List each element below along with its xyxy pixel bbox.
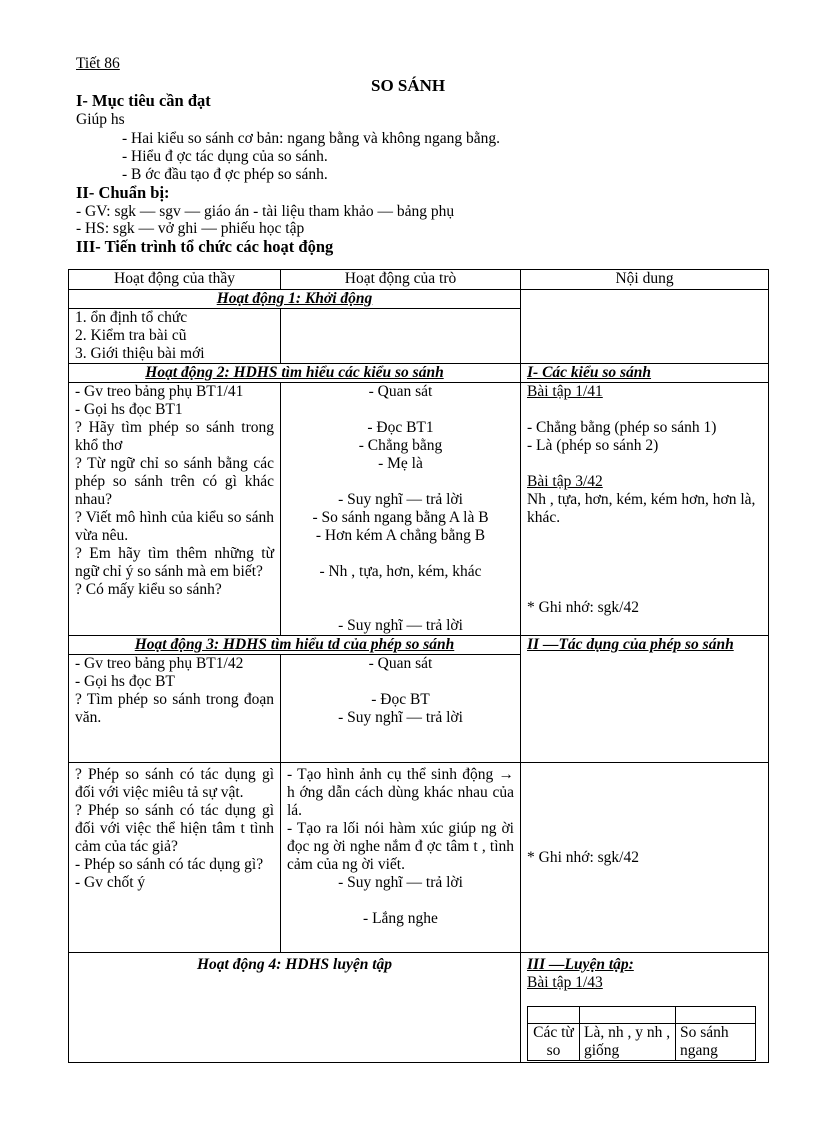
section2-heading: II- Chuẩn bị:	[76, 183, 170, 202]
student-step: - Chẳng bằng	[358, 437, 443, 454]
activity3-content	[521, 763, 769, 953]
step-item: 2. Kiểm tra bài cũ	[75, 327, 187, 344]
objective-item: - B ớc đầu tạo đ ợc phép so sánh.	[122, 166, 328, 183]
lesson-number: Tiết 86	[76, 55, 120, 72]
section1-heading: I- Mục tiêu cần đạt	[76, 91, 211, 110]
teacher-step: - Gv chốt ý	[75, 874, 146, 891]
section1-intro: Giúp hs	[76, 111, 125, 128]
student-step: - Đọc BT	[371, 691, 430, 708]
teacher-step: ? Hãy tìm phép so sánh trong khổ thơ	[75, 419, 274, 454]
teacher-step: ? Từ ngữ chỉ so sánh bằng các phép so sánh trên có gì khác nhau?	[75, 455, 274, 508]
teacher-step: - Gọi hs đọc BT	[75, 673, 175, 690]
student-step: - Suy nghĩ — trả lời	[338, 709, 463, 726]
teacher-step: ? Viết mô hình của kiểu so sánh vừa nêu.	[75, 509, 274, 544]
activity2-title: Hoạt động 2: HDHS tìm hiểu các kiểu so sánh	[69, 364, 521, 383]
page-title: SO SÁNH	[371, 76, 446, 95]
exercise-label: Bài tập 3/42	[527, 473, 603, 490]
student-step: - Tạo ra lối nói hàm xúc giúp ng ời đọc ng ời nghe nắm đ ợc tâm t , tình cảm của ng ời viết.	[287, 820, 514, 873]
section3-heading: III- Tiến trình tổ chức các hoạt động	[76, 237, 334, 256]
activity3-title: Hoạt động 3: HDHS tìm hiểu td của phép so sánh	[69, 636, 521, 655]
student-step: h ớng dẫn cách dùng khác nhau của lá.	[287, 784, 514, 819]
teacher-step: ? Có mấy kiểu so sánh?	[75, 581, 222, 598]
teacher-step: ? Tìm phép so sánh trong đoạn văn.	[75, 691, 274, 726]
activity1-title: Hoạt động 1: Khởi động	[69, 290, 521, 309]
practice-cell: Các từ so	[528, 1024, 580, 1061]
activity2-teacher	[69, 383, 281, 636]
exercise-label: Bài tập 1/43	[527, 974, 603, 991]
activities-table	[68, 269, 769, 1063]
exercise-label: Bài tập 1/41	[527, 383, 603, 400]
memo-note: * Ghi nhớ: sgk/42	[527, 599, 639, 616]
activity2-student	[281, 383, 521, 636]
teacher-step: - Gv treo bảng phụ BT1/42	[75, 655, 244, 672]
activity3-teacher-b	[69, 763, 281, 953]
student-step: - Mẹ là	[378, 455, 423, 472]
content-item: Nh , tựa, hơn, kém, kém hơn, hơn là, khác.	[527, 491, 756, 526]
student-step: - Lắng nghe	[363, 910, 438, 927]
activity4-content	[521, 953, 769, 1063]
teacher-step: ? Phép so sánh có tác dụng gì đối với việc thể hiện tâm t tình cảm của tác giả?	[75, 802, 274, 855]
activity3-teacher-a	[69, 655, 281, 763]
student-step: - Suy nghĩ — trả lời	[338, 617, 463, 634]
prep-item: - HS: sgk — vở ghi — phiếu học tập	[76, 220, 305, 237]
student-step: - Suy nghĩ — trả lời	[338, 491, 463, 508]
practice-table	[527, 1006, 756, 1061]
activity1-teacher	[69, 309, 281, 364]
activity3-student-a	[281, 655, 521, 763]
prep-item: - GV: sgk — sgv — giáo án - tài liệu tham khảo — bảng phụ	[76, 203, 455, 220]
objective-item: - Hiểu đ ợc tác dụng của so sánh.	[122, 148, 328, 165]
activity1-content	[521, 290, 769, 364]
teacher-step: - Phép so sánh có tác dụng gì?	[75, 856, 264, 873]
memo-note: * Ghi nhớ: sgk/42	[527, 848, 639, 866]
student-step: - Quan sát	[368, 655, 433, 672]
header-content: Nội dung	[521, 270, 769, 290]
student-step: - Tạo hình ảnh cụ thể sinh động	[287, 766, 494, 783]
student-step: - Hơn kém A chẳng bằng B	[315, 527, 486, 544]
content-item: - Là (phép so sánh 2)	[527, 437, 659, 454]
student-step: - Suy nghĩ — trả lời	[338, 874, 463, 891]
teacher-step: - Gọi hs đọc BT1	[75, 401, 183, 418]
student-step: - Quan sát	[368, 383, 433, 400]
content-item: - Chẳng bằng (phép so sánh 1)	[527, 419, 717, 436]
step-item: 3. Giới thiệu bài mới	[75, 345, 205, 362]
student-step: - Nh , tựa, hơn, kém, khác	[319, 563, 482, 580]
activity2-content	[521, 383, 769, 636]
practice-cell: So sánh ngang	[676, 1024, 756, 1061]
objective-item: - Hai kiểu so sánh cơ bản: ngang bằng và không ngang bằng.	[122, 130, 500, 147]
teacher-step: ? Phép so sánh có tác dụng gì đối với việc miêu tả sự vật.	[75, 766, 274, 801]
step-item: 1. ổn định tổ chức	[75, 309, 188, 326]
activity1-student	[281, 309, 521, 364]
student-step: - Đọc BT1	[367, 419, 434, 436]
activity4-title: Hoạt động 4: HDHS luyện tập	[69, 953, 521, 1063]
practice-heading: III —Luyện tập:	[527, 956, 634, 973]
header-student: Hoạt động của trò	[281, 270, 521, 290]
arrow-icon: →	[498, 766, 515, 783]
teacher-step: ? Em hãy tìm thêm những từ ngữ chỉ ý so sánh mà em biết?	[75, 545, 274, 580]
activity3-content-heading-cell	[521, 636, 769, 763]
student-step: - So sánh ngang bằng A là B	[312, 509, 489, 526]
header-teacher: Hoạt động của thầy	[69, 270, 281, 290]
teacher-step: - Gv treo bảng phụ BT1/41	[75, 383, 244, 400]
practice-cell: Là, nh , y nh , giống	[580, 1024, 676, 1061]
activity3-content-heading: II —Tác dụng của phép so sánh	[527, 636, 734, 653]
activity3-student-b	[281, 763, 521, 953]
activity2-content-heading: I- Các kiểu so sánh	[521, 364, 769, 383]
